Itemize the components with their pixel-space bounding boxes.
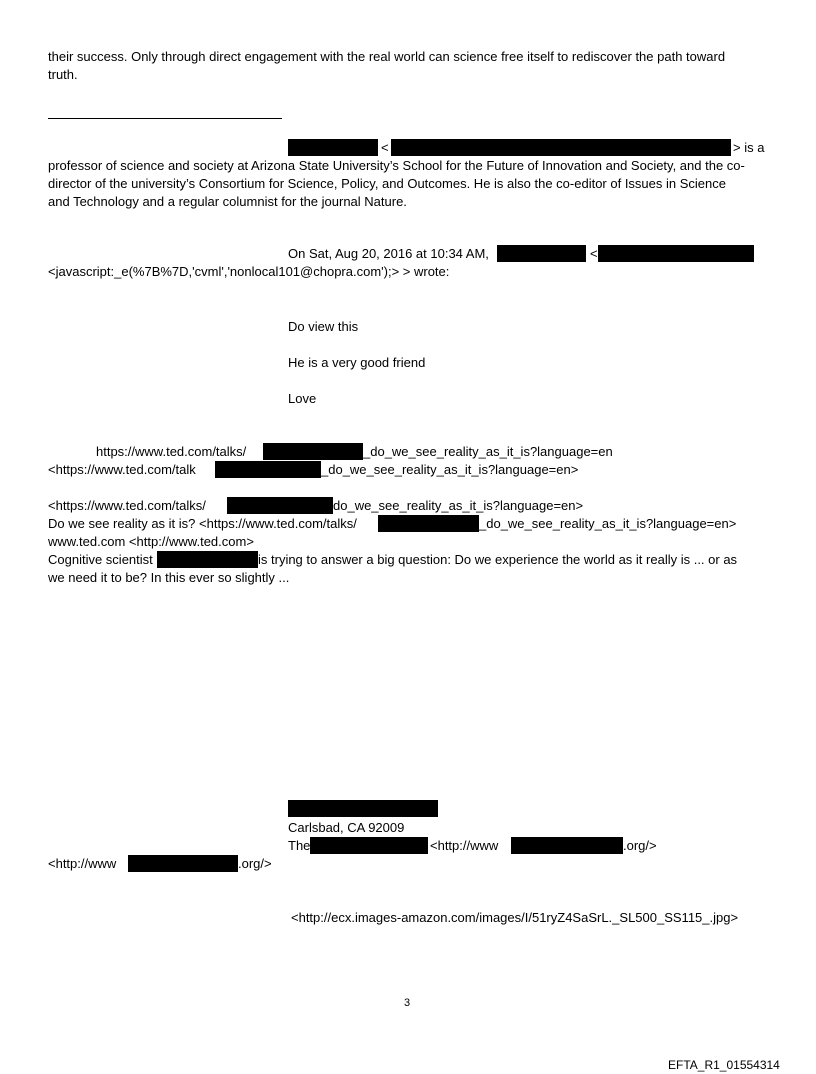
signature-city: Carlsbad, CA 92009 [288, 820, 405, 835]
ted-link-1b[interactable]: _do_we_see_reality_as_it_is?language=en [363, 444, 613, 459]
ted-desc-line-2: we need it to be? In this ever so slightly ... [48, 570, 290, 585]
signature-url2-b[interactable]: .org/> [238, 856, 272, 871]
signature-url-a[interactable]: <http://www [430, 838, 499, 853]
ted-link-1a[interactable]: https://www.ted.com/talks/ [96, 444, 247, 459]
ted-link-3b[interactable]: do_we_see_reality_as_it_is?language=en> [333, 498, 584, 513]
document-id: EFTA_R1_01554314 [668, 1058, 780, 1072]
ted-link-3a[interactable]: <https://www.ted.com/talks/ [48, 498, 206, 513]
ted-link-2b[interactable]: _do_we_see_reality_as_it_is?language=en> [321, 462, 579, 477]
reply-open-bracket: < [590, 246, 598, 261]
reply-date: On Sat, Aug 20, 2016 at 10:34 AM, [288, 246, 489, 261]
footnote-divider [48, 118, 282, 119]
bio-close: > is a [733, 140, 765, 155]
bio-line-3: director of the university’s Consortium for Science, Policy, and Outcomes. He is also the co-editor of Issues in Science [48, 176, 726, 191]
ted-desc-a: Cognitive scientist [48, 552, 153, 567]
bio-line-4: and Technology and a regular columnist for the journal Nature. [48, 194, 407, 209]
redaction-box [497, 245, 586, 262]
redaction-box [215, 461, 321, 478]
page-number: 3 [404, 997, 411, 1009]
ted-link-4b[interactable]: _do_we_see_reality_as_it_is?language=en> [479, 516, 737, 531]
signature-url-b[interactable]: .org/> [623, 838, 657, 853]
reply-email: <javascript:_e(%7B%7D,'cvml','nonlocal101@chopra.com');> > wrote: [48, 264, 450, 279]
redaction-box [378, 515, 479, 532]
redaction-box [128, 855, 238, 872]
ted-link-2a[interactable]: <https://www.ted.com/talk [48, 462, 196, 477]
intro-line-2: truth. [48, 67, 78, 82]
redaction-box [288, 800, 438, 817]
message-line-3: Love [288, 391, 317, 406]
signature-image-url[interactable]: <http://ecx.images-amazon.com/images/I/51ryZ4SaSrL._SL500_SS115_.jpg> [291, 910, 739, 925]
redaction-box [288, 139, 378, 156]
redaction-box [511, 837, 623, 854]
bio-line-2: professor of science and society at Arizona State University’s School for the Future of Innovation and Society, and the co- [48, 158, 745, 173]
redaction-box [227, 497, 333, 514]
ted-link-4a[interactable]: Do we see reality as it is? <https://www.ted.com/talks/ [48, 516, 357, 531]
redaction-box [310, 837, 428, 854]
redaction-box [157, 551, 258, 568]
signature-url2-a[interactable]: <http://www [48, 856, 117, 871]
message-line-2: He is a very good friend [288, 355, 426, 370]
redaction-box [263, 443, 363, 460]
ted-desc-b: is trying to answer a big question: Do we experience the world as it really is ... or as [258, 552, 738, 567]
signature-the: The [288, 838, 311, 853]
message-line-1: Do view this [288, 319, 359, 334]
redaction-box [598, 245, 754, 262]
intro-line-1: their success. Only through direct engagement with the real world can science free itself to rediscover the path toward [48, 49, 726, 64]
redaction-box [391, 139, 731, 156]
ted-site-link[interactable]: www.ted.com <http://www.ted.com> [48, 534, 254, 549]
bio-open-bracket: < [381, 140, 389, 155]
